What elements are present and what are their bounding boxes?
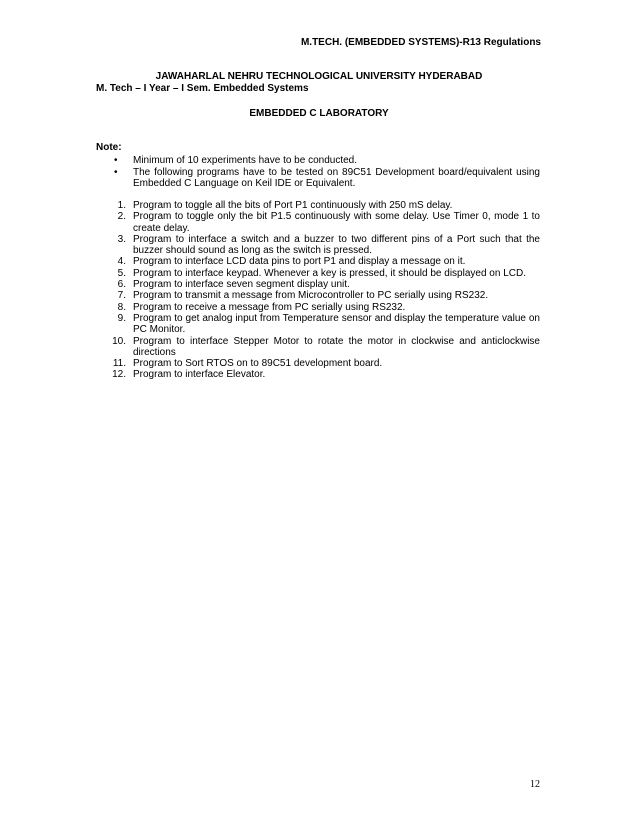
program-line: M. Tech – I Year – I Sem. Embedded Systems (96, 83, 309, 94)
experiment-text: Program to transmit a message from Microcontroller to PC serially using RS232. (133, 290, 489, 302)
experiment-item (102, 256, 540, 267)
bullet-icon: • (114, 155, 118, 166)
experiment-text: Program to interface a switch and a buzzer to two different pins of a Port such that the buzzer should sound as long as the switch is pressed. (133, 233, 540, 257)
experiment-item (102, 369, 540, 380)
experiment-item (102, 358, 540, 369)
experiment-item (102, 211, 540, 234)
experiment-text: Program to interface LCD data pins to port P1 and display a message on it. (133, 256, 466, 268)
experiment-item (102, 200, 540, 211)
experiment-item (102, 279, 540, 290)
experiment-number: 8. (117, 301, 126, 313)
note-text: Minimum of 10 experiments have to be conducted. (133, 155, 358, 166)
experiment-number: 4. (117, 256, 126, 268)
experiment-text: Program to interface Stepper Motor to rotate the motor in clockwise and anticlockwise directions (133, 335, 540, 358)
notes-list (114, 155, 540, 190)
bullet-icon: • (114, 166, 118, 178)
lab-title: EMBEDDED C LABORATORY (249, 108, 389, 119)
experiment-text: Program to interface Elevator. (133, 369, 266, 381)
page-number: 12 (530, 779, 540, 790)
note-item (114, 167, 540, 190)
experiment-item (102, 268, 540, 279)
experiment-text: Program to toggle only the bit P1.5 continuously with some delay. Use Timer 0, mode 1 to create delay. (133, 211, 540, 234)
experiment-number: 10. (112, 335, 126, 347)
note-item (114, 155, 540, 167)
experiment-number: 3. (117, 233, 126, 245)
experiment-number: 5. (117, 267, 126, 279)
experiment-number: 6. (117, 279, 126, 291)
experiment-item (102, 336, 540, 359)
experiment-number: 12. (112, 369, 126, 381)
note-label: Note: (96, 142, 122, 153)
experiments-list (102, 200, 540, 381)
experiment-item (102, 302, 540, 313)
experiment-number: 1. (117, 200, 126, 211)
experiment-number: 7. (117, 290, 126, 302)
experiment-text: Program to toggle all the bits of Port P1 continuously with 250 mS delay. (133, 200, 453, 211)
experiment-item (102, 234, 540, 257)
experiment-number: 2. (117, 211, 126, 223)
experiment-text: Program to Sort RTOS on to 89C51 development board. (133, 358, 383, 370)
experiment-item (102, 313, 540, 336)
experiment-item (102, 290, 540, 301)
experiment-number: 9. (117, 312, 126, 324)
note-text: The following programs have to be tested on 89C51 Development board/equivalent using Embedded C Language on Keil IDE or Equivalent. (133, 166, 540, 189)
experiment-text: Program to receive a message from PC serially using RS232. (133, 301, 406, 313)
experiment-text: Program to interface keypad. Whenever a key is pressed, it should be displayed on LCD. (133, 267, 526, 279)
university-name: JAWAHARLAL NEHRU TECHNOLOGICAL UNIVERSITY HYDERABAD (155, 71, 483, 82)
running-header: M.TECH. (EMBEDDED SYSTEMS)-R13 Regulations (300, 37, 541, 48)
experiment-text: Program to interface seven segment display unit. (133, 279, 350, 291)
experiment-number: 11. (112, 358, 126, 370)
experiment-text: Program to get analog input from Temperature sensor and display the temperature value on PC Monitor. (133, 312, 540, 336)
